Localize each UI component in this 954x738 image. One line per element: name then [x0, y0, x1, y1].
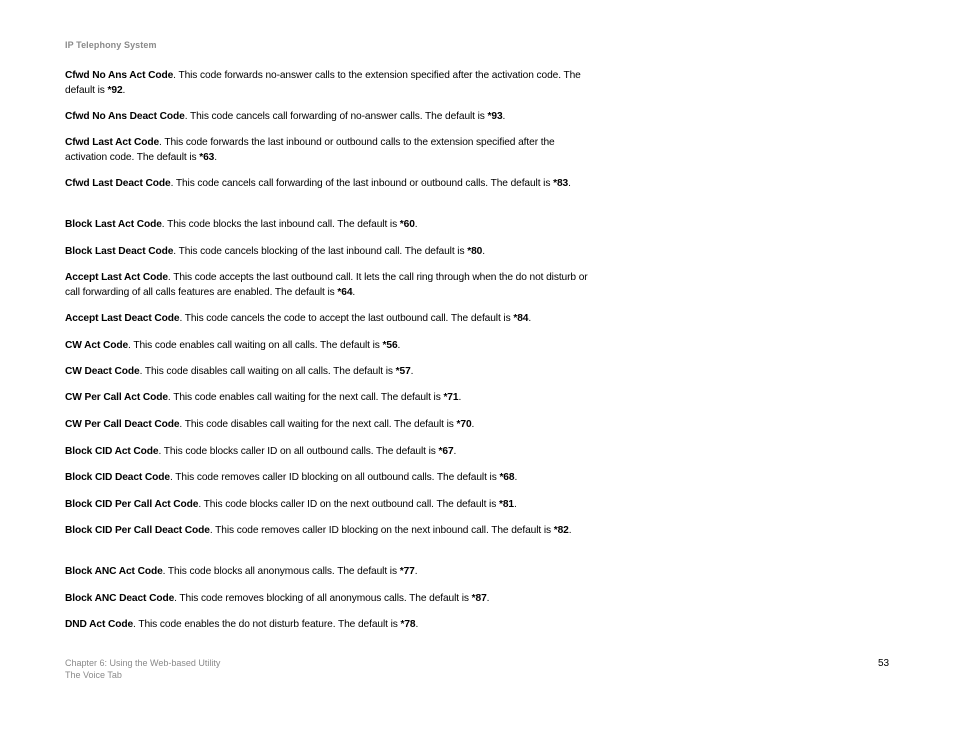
- entry-default-code: *67: [438, 446, 454, 457]
- entry-desc: . This code blocks all anonymous calls. The default is: [162, 566, 400, 577]
- entry-end: .: [122, 85, 126, 96]
- entry-desc: . This code enables call waiting on all calls. The default is: [128, 340, 383, 351]
- entry-desc: . This code removes caller ID blocking on all outbound calls. The default is: [170, 472, 500, 483]
- entry-accept-last-act: [65, 270, 590, 300]
- entry-term: CW Per Call Act Code: [65, 392, 168, 403]
- entry-cw-per-call-deact: [65, 417, 590, 432]
- page-number: 53: [878, 658, 890, 669]
- entry-block-cid-deact: [65, 470, 590, 485]
- entry-end: .: [502, 111, 506, 122]
- entry-term: Accept Last Deact Code: [65, 313, 180, 324]
- entry-default-code: *80: [467, 246, 483, 257]
- entry-desc: . This code removes caller ID blocking on the next inbound call. The default is: [209, 525, 554, 536]
- entry-cw-act: [65, 338, 590, 353]
- entry-desc: . This code disables call waiting for the next call. The default is: [179, 419, 457, 430]
- entry-end: .: [414, 219, 418, 230]
- entry-term: Block CID Per Call Act Code: [65, 499, 199, 510]
- entry-desc: . This code cancels call forwarding of no-answer calls. The default is: [184, 111, 488, 122]
- entry-default-code: *81: [498, 499, 514, 510]
- entry-desc: . This code forwards no-answer calls to the extension specified after the activation code. The default is: [65, 70, 581, 96]
- entry-term: Block ANC Act Code: [65, 566, 163, 577]
- entry-end: .: [513, 499, 517, 510]
- entry-block-anc-deact: [65, 591, 590, 606]
- entry-dnd-act: [65, 617, 590, 632]
- entry-cw-deact: [65, 364, 590, 379]
- entry-term: Block CID Act Code: [65, 446, 159, 457]
- entry-desc: . This code enables call waiting for the next call. The default is: [167, 392, 444, 403]
- entry-block-cid-per-call-deact: [65, 523, 590, 538]
- entry-default-code: *71: [443, 392, 459, 403]
- entry-cw-per-call-act: [65, 390, 590, 405]
- entry-term: Block Last Act Code: [65, 219, 162, 230]
- entry-default-code: *83: [553, 178, 569, 189]
- entry-block-last-deact: [65, 244, 590, 259]
- entry-term: Block CID Per Call Deact Code: [65, 525, 210, 536]
- entry-cfwd-no-ans-act: [65, 68, 590, 98]
- entry-end: .: [514, 472, 518, 483]
- entry-term: Block Last Deact Code: [65, 246, 174, 257]
- entry-term: Accept Last Act Code: [65, 272, 168, 283]
- entry-end: .: [214, 152, 217, 163]
- entry-end: .: [453, 446, 457, 457]
- entry-end: .: [352, 287, 356, 298]
- entry-end: .: [471, 419, 475, 430]
- entry-default-code: *57: [395, 366, 411, 377]
- entry-term: Cfwd No Ans Act Code: [65, 70, 174, 81]
- entry-cfwd-last-deact: [65, 176, 590, 191]
- entry-default-code: *78: [400, 619, 416, 630]
- entry-default-code: *56: [382, 340, 398, 351]
- entry-default-code: *64: [337, 287, 353, 298]
- entry-end: .: [528, 313, 532, 324]
- entry-default-code: *92: [107, 85, 123, 96]
- entry-desc: . This code cancels the code to accept the last outbound call. The default is: [179, 313, 514, 324]
- entry-term: CW Deact Code: [65, 366, 140, 377]
- entry-end: .: [486, 593, 490, 604]
- entry-block-cid-per-call-act: [65, 497, 590, 512]
- entry-default-code: *68: [499, 472, 515, 483]
- entry-end: .: [458, 392, 462, 403]
- entry-block-last-act: [65, 217, 590, 232]
- entry-desc: . This code disables call waiting on all calls. The default is: [139, 366, 396, 377]
- entry-term: Cfwd Last Act Code: [65, 137, 160, 148]
- page-footer: [65, 657, 220, 681]
- entry-end: .: [410, 366, 414, 377]
- entry-desc: . This code blocks caller ID on all outbound calls. The default is: [158, 446, 439, 457]
- entry-term: CW Per Call Deact Code: [65, 419, 180, 430]
- entry-term: CW Act Code: [65, 340, 129, 351]
- entry-default-code: *93: [487, 111, 503, 122]
- entry-end: .: [482, 246, 485, 257]
- entry-term: Cfwd No Ans Deact Code: [65, 111, 185, 122]
- entry-term: DND Act Code: [65, 619, 134, 630]
- entry-end: .: [568, 525, 572, 536]
- entry-end: .: [568, 178, 571, 189]
- entry-default-code: *87: [471, 593, 487, 604]
- entry-block-cid-act: [65, 444, 590, 459]
- entry-term: Block ANC Deact Code: [65, 593, 175, 604]
- entry-term: Block CID Deact Code: [65, 472, 170, 483]
- entry-accept-last-deact: [65, 311, 590, 326]
- entry-desc: . This code blocks the last inbound call. The default is: [161, 219, 400, 230]
- entry-end: .: [414, 566, 418, 577]
- entry-default-code: *60: [399, 219, 415, 230]
- entry-default-code: *63: [199, 152, 215, 163]
- entry-desc: . This code removes blocking of all anonymous calls. The default is: [174, 593, 472, 604]
- entry-block-anc-act: [65, 564, 590, 579]
- entry-desc: . This code enables the do not disturb feature. The default is: [133, 619, 401, 630]
- footer-chapter: Chapter 6: Using the Web-based Utility: [65, 658, 221, 668]
- entry-desc: . This code blocks caller ID on the next outbound call. The default is: [198, 499, 499, 510]
- entry-term: Cfwd Last Deact Code: [65, 178, 171, 189]
- running-header: IP Telephony System: [65, 40, 157, 50]
- entry-default-code: *82: [553, 525, 569, 536]
- entry-desc: . This code forwards the last inbound or outbound calls to the extension specified after the activation code. The default is: [65, 137, 555, 163]
- entry-default-code: *70: [456, 419, 472, 430]
- entry-desc: . This code cancels blocking of the last inbound call. The default is: [173, 246, 468, 257]
- footer-section: The Voice Tab: [65, 670, 122, 680]
- entry-default-code: *84: [513, 313, 529, 324]
- entry-cfwd-last-act: [65, 135, 590, 165]
- entry-end: .: [397, 340, 401, 351]
- entry-end: .: [415, 619, 419, 630]
- entry-desc: . This code cancels call forwarding of the last inbound or outbound calls. The default is: [170, 178, 554, 189]
- entry-cfwd-no-ans-deact: [65, 109, 590, 124]
- entry-desc: . This code accepts the last outbound call. It lets the call ring through when the do not disturb or call forwarding of all calls features are enabled. The default is: [65, 272, 588, 298]
- entry-default-code: *77: [399, 566, 415, 577]
